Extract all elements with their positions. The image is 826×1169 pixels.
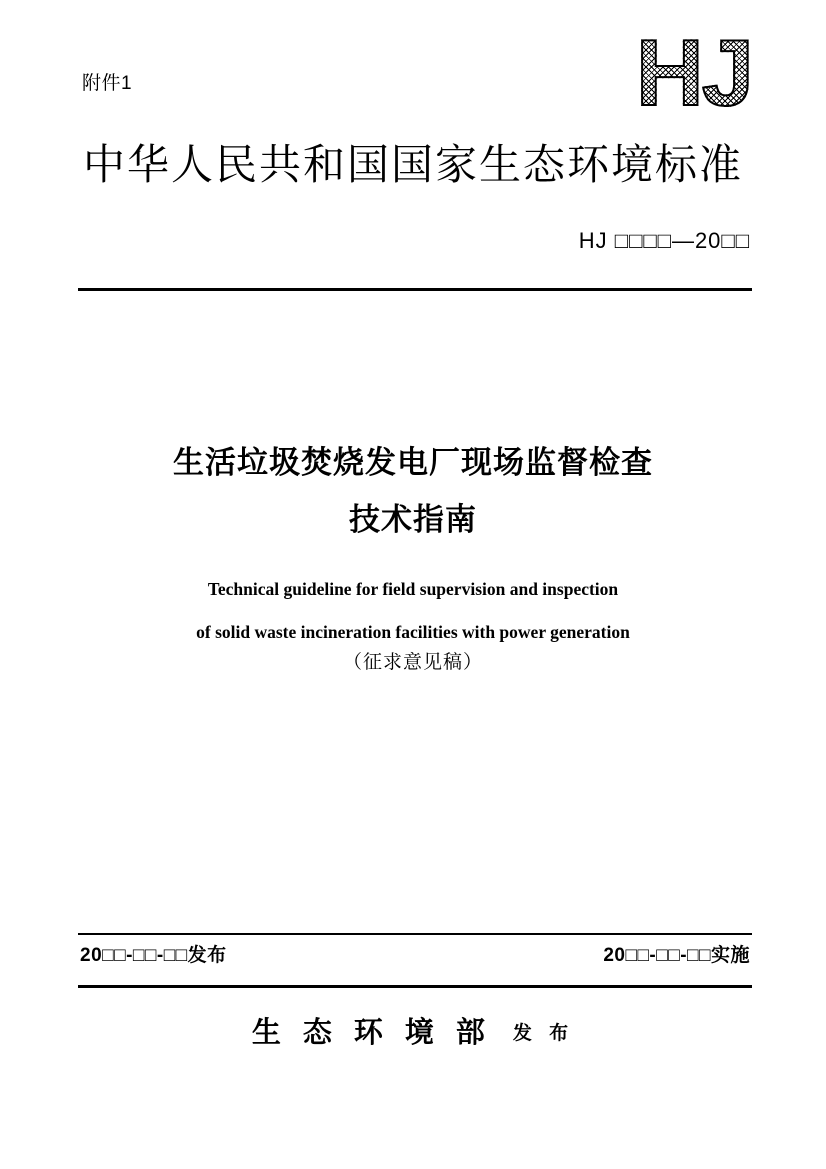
document-title [0, 434, 826, 549]
document-title-en-line-1: Technical guideline for field supervision and inspection [207, 579, 619, 599]
document-title-line-2: 技术指南 [349, 502, 477, 538]
effective-date: 20□□-□□-□□实施 [603, 945, 750, 966]
hj-standard-logo: HJ [635, 20, 752, 125]
footer-divider-upper [78, 933, 752, 935]
publisher-organization: 生态环境部 [251, 1017, 507, 1049]
document-title-en-line-2: of solid waste incineration facilities with power generation [196, 621, 630, 642]
issue-date: 20□□-□□-□□发布 [80, 945, 227, 966]
document-title-line-1: 生活垃圾焚烧发电厂现场监督检查 [173, 445, 653, 480]
header-divider [78, 288, 752, 291]
publisher-verb: 发 布 [512, 1023, 575, 1044]
footer-divider-lower [78, 985, 752, 988]
publisher-block [0, 1010, 826, 1051]
document-subtitle: （征求意见稿） [342, 652, 483, 673]
standard-number: HJ □□□□—20□□ [578, 228, 750, 253]
standard-organization-title: 中华人民共和国国家生态环境标准 [82, 143, 743, 189]
document-title-english [0, 568, 826, 654]
attachment-label: 附件1 [82, 73, 133, 94]
